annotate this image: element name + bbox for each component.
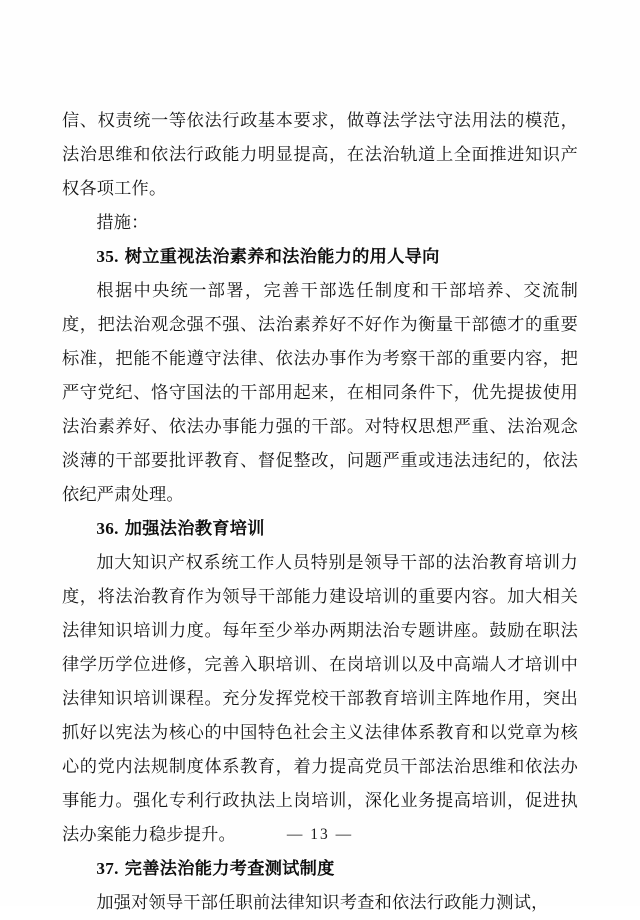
- section-title-37: 完善法治能力考查测试制度: [124, 859, 335, 878]
- page-number: — 13 —: [286, 826, 354, 843]
- section-heading-37: [62, 852, 578, 886]
- section-title-35: 树立重视法治素养和法治能力的用人导向: [124, 247, 440, 266]
- section-number-35: 35.: [96, 247, 119, 266]
- section-title-36: 加强法治教育培训: [124, 519, 265, 538]
- section-heading-36: [62, 512, 578, 546]
- section-heading-35: [62, 240, 578, 274]
- paragraph-continuation: 信、权责统一等依法行政基本要求，做尊法学法守法用法的模范，法治思维和依法行政能力明显提高，在法治轨道上全面推进知识产权各项工作。: [62, 111, 578, 198]
- paragraph-section-35-body: 根据中央统一部署，完善干部选任制度和干部培养、交流制度，把法治观念强不强、法治素养好不好作为衡量干部德才的重要标准，把能不能遵守法律、依法办事作为考察干部的重要内容，把严守党纪、恪守国法的干部用起来，在相同条件下，优先提拔使用法治素养好、依法办事能力强的干部。对特权思想严重、法治观念淡薄的干部要批评教育、督促整改，问题严重或违法违纪的，依法依纪严肃处理。: [62, 281, 578, 504]
- paragraph-measures-label: 措施：: [96, 213, 149, 232]
- paragraph-section-37-body: 加强对领导干部任职前法律知识考查和依法行政能力测试，: [96, 893, 549, 912]
- section-number-37: 37.: [96, 859, 119, 878]
- document-body: [62, 104, 578, 920]
- page-footer: [0, 826, 640, 844]
- section-number-36: 36.: [96, 519, 119, 538]
- paragraph-section-36-body: 加大知识产权系统工作人员特别是领导干部的法治教育培训力度，将法治教育作为领导干部能力建设培训的重要内容。加大相关法律知识培训力度。每年至少举办两期法治专题讲座。鼓励在职法律学历学位进修，完善入职培训、在岗培训以及中高端人才培训中法律知识培训课程。充分发挥党校干部教育培训主阵地作用，突出抓好以宪法为核心的中国特色社会主义法律体系教育和以党章为核心的党内法规制度体系教育，着力提高党员干部法治思维和依法办事能力。强化专利行政执法上岗培训，深化业务提高培训，促进执法办案能力稳步提升。: [62, 553, 578, 844]
